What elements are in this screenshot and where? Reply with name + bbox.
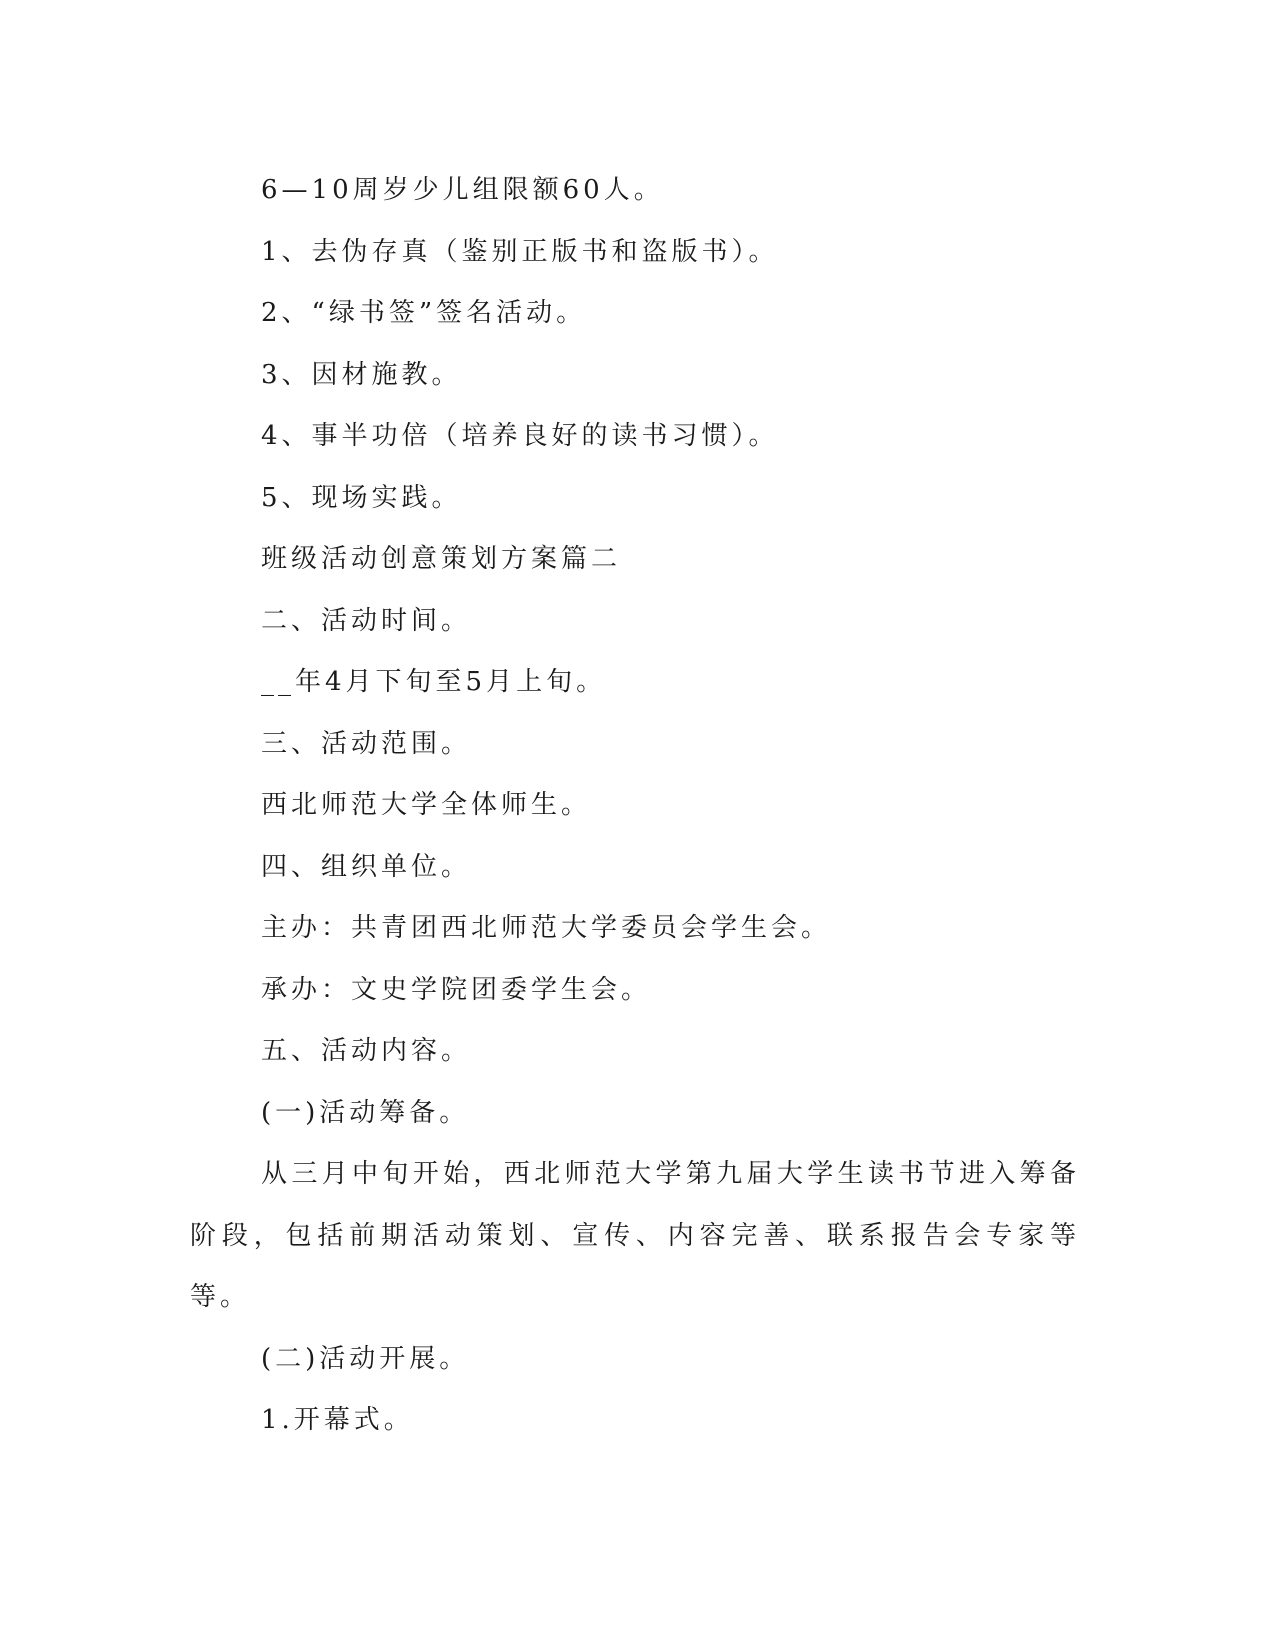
paragraph-age-limit: 6—10周岁少儿组限额60人。 [261,175,664,205]
heading-activity-time: 二、活动时间。 [261,605,472,636]
paragraph-organizer: 承办：文史学院团委学生会。 [261,974,652,1005]
subheading-preparation: (一)活动筹备。 [261,1097,470,1128]
list-item-3: 3、因材施教。 [261,359,462,390]
heading-organizers: 四、组织单位。 [261,851,472,882]
document-body [190,160,1080,1452]
paragraph-activity-time: __年4月下旬至5月上旬。 [261,667,607,697]
subheading-implementation: (二)活动开展。 [261,1343,470,1374]
list-item-1: 1、去伪存真（鉴别正版书和盗版书）。 [261,236,779,267]
section-title: 班级活动创意策划方案篇二 [261,544,622,574]
paragraph-host: 主办：共青团西北师范大学委员会学生会。 [261,913,832,943]
list-item-4: 4、事半功倍（培养良好的读书习惯）。 [261,421,779,451]
paragraph-activity-scope: 西北师范大学全体师生。 [261,790,592,820]
item-opening-ceremony: 1.开幕式。 [261,1405,414,1435]
heading-activity-content: 五、活动内容。 [261,1036,472,1066]
list-item-2: 2、“绿书签”签名活动。 [261,298,587,328]
paragraph-preparation: 从三月中旬开始，西北师范大学第九届大学生读书节进入筹备阶段，包括前期活动策划、宣传、内容完善、联系报告会专家等等。 [190,1159,1080,1312]
list-item-5: 5、现场实践。 [261,482,462,513]
heading-activity-scope: 三、活动范围。 [261,728,472,759]
